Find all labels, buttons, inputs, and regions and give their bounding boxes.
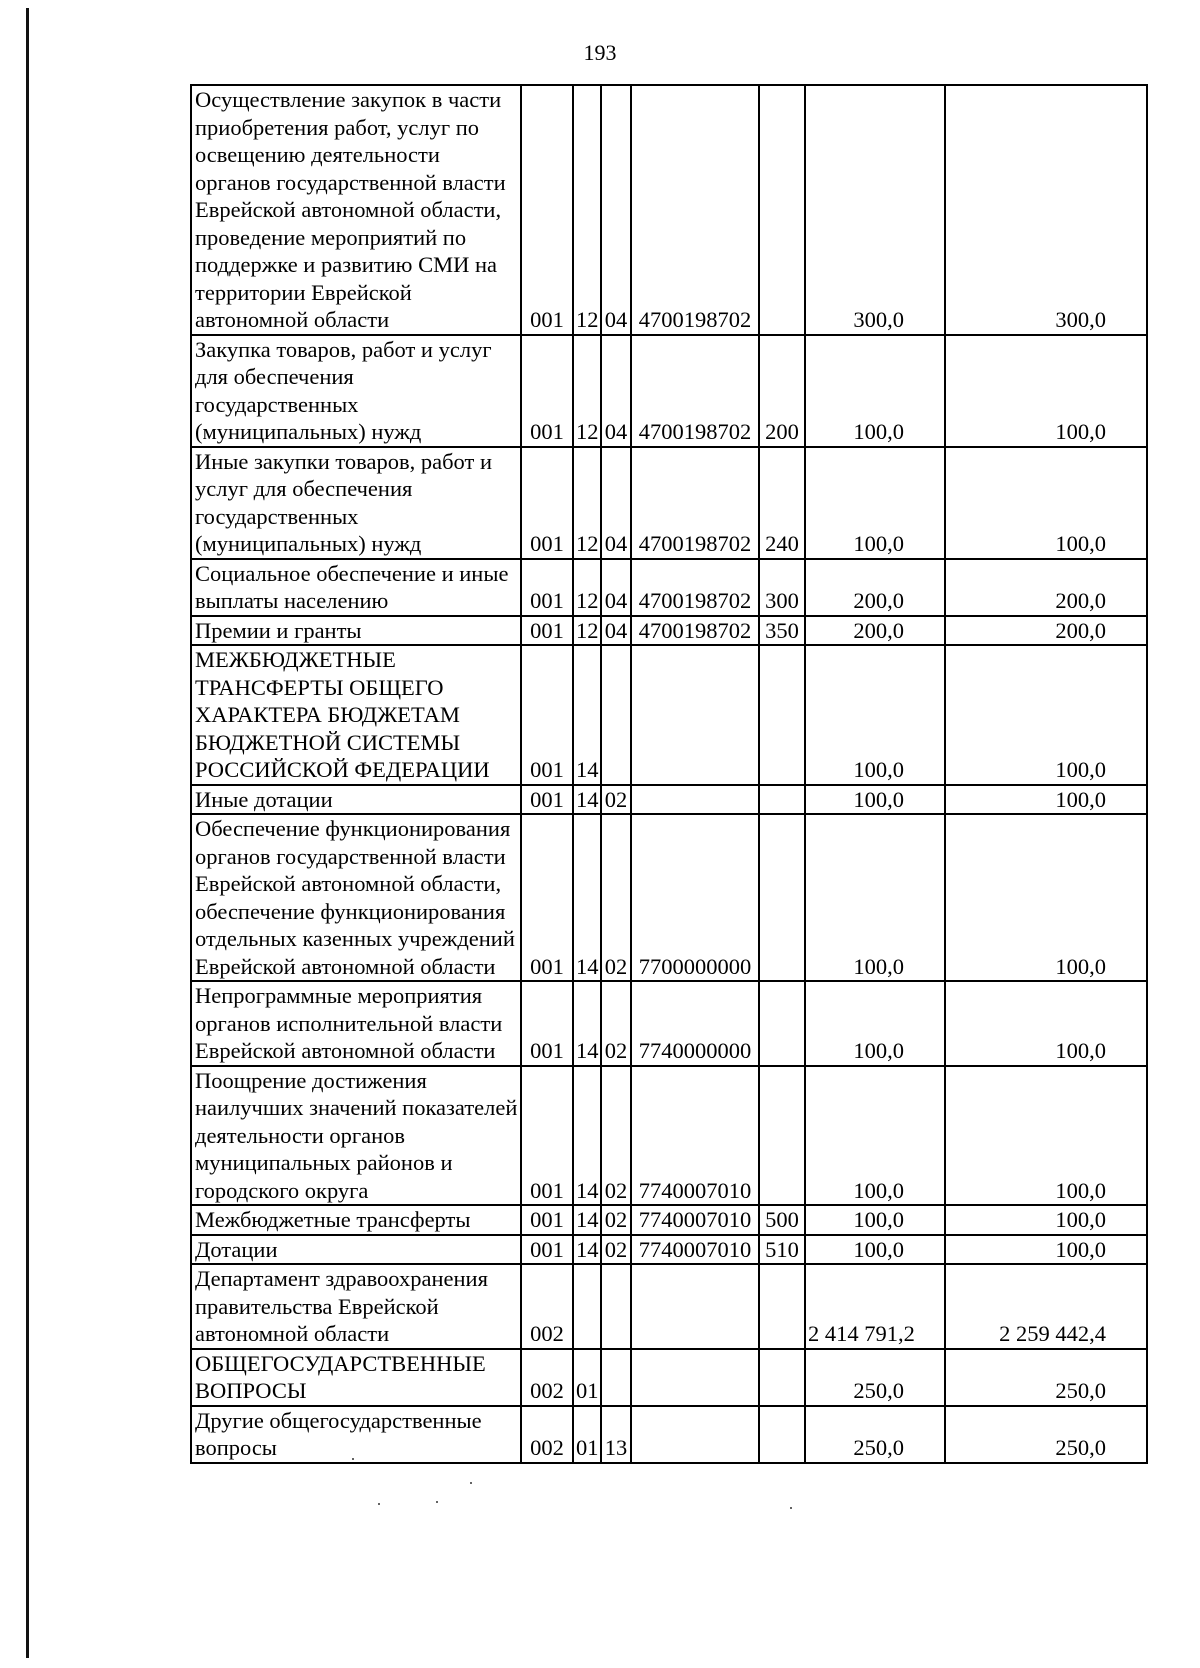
- row-name-cell: Осуществление закупок в части приобретения работ, услуг по освещению деятельности органов государственной власти Еврейской автономной области, проведение мероприятий по поддержке и развитию СМИ на территории Еврейской автономной области: [191, 85, 521, 335]
- target-code-cell: [631, 1349, 759, 1406]
- ministry-code-cell: 001: [521, 1066, 573, 1206]
- amount-2-cell: 100,0: [945, 447, 1147, 559]
- scan-speck: [470, 1482, 472, 1484]
- ministry-code-cell: 002: [521, 1349, 573, 1406]
- section-code-cell: [573, 1264, 601, 1349]
- amount-2-cell: 100,0: [945, 981, 1147, 1066]
- expense-type-cell: 300: [759, 559, 805, 616]
- table-row: [191, 447, 1147, 559]
- target-code-cell: 4700198702: [631, 335, 759, 447]
- expense-type-cell: [759, 814, 805, 981]
- ministry-code-cell: 002: [521, 1406, 573, 1463]
- left-margin-rule: [26, 8, 29, 1658]
- section-code-cell: 14: [573, 981, 601, 1066]
- row-name-cell: Поощрение достижения наилучших значений показателей деятельности органов муниципальных районов и городского округа: [191, 1066, 521, 1206]
- target-code-cell: 7740007010: [631, 1235, 759, 1265]
- ministry-code-cell: 002: [521, 1264, 573, 1349]
- table-row: [191, 1406, 1147, 1463]
- table-row: [191, 1264, 1147, 1349]
- subsection-code-cell: [601, 1264, 631, 1349]
- amount-2-cell: 100,0: [945, 1235, 1147, 1265]
- expense-type-cell: 200: [759, 335, 805, 447]
- table-row: [191, 85, 1147, 335]
- section-code-cell: 12: [573, 447, 601, 559]
- target-code-cell: 4700198702: [631, 616, 759, 646]
- row-name-cell: Социальное обеспечение и иные выплаты населению: [191, 559, 521, 616]
- amount-2-cell: 200,0: [945, 616, 1147, 646]
- scan-speck: [790, 1507, 792, 1509]
- table-row: [191, 616, 1147, 646]
- row-name-cell: ОБЩЕГОСУДАРСТВЕННЫЕ ВОПРОСЫ: [191, 1349, 521, 1406]
- row-name-cell: Дотации: [191, 1235, 521, 1265]
- amount-1-cell: 100,0: [805, 335, 945, 447]
- amount-1-cell: 300,0: [805, 85, 945, 335]
- ministry-code-cell: 001: [521, 85, 573, 335]
- row-name-cell: Иные закупки товаров, работ и услуг для обеспечения государственных (муниципальных) нужд: [191, 447, 521, 559]
- row-name-cell: Межбюджетные трансферты: [191, 1205, 521, 1235]
- expense-type-cell: [759, 1264, 805, 1349]
- section-code-cell: 12: [573, 335, 601, 447]
- row-name-cell: Другие общегосударственные вопросы: [191, 1406, 521, 1463]
- section-code-cell: 14: [573, 1205, 601, 1235]
- amount-1-cell: 100,0: [805, 645, 945, 785]
- amount-1-cell: 2 414 791,2: [805, 1264, 945, 1349]
- section-code-cell: 12: [573, 559, 601, 616]
- table-row: [191, 645, 1147, 785]
- row-name-cell: Обеспечение функционирования органов государственной власти Еврейской автономной области, обеспечение функционирования отдельных казенных учреждений Еврейской автономной области: [191, 814, 521, 981]
- ministry-code-cell: 001: [521, 981, 573, 1066]
- row-name-cell: Иные дотации: [191, 785, 521, 815]
- ministry-code-cell: 001: [521, 814, 573, 981]
- expense-type-cell: 500: [759, 1205, 805, 1235]
- target-code-cell: [631, 1264, 759, 1349]
- section-code-cell: 01: [573, 1349, 601, 1406]
- ministry-code-cell: 001: [521, 645, 573, 785]
- subsection-code-cell: 02: [601, 1066, 631, 1206]
- section-code-cell: 14: [573, 785, 601, 815]
- subsection-code-cell: 02: [601, 981, 631, 1066]
- table-row: [191, 1235, 1147, 1265]
- ministry-code-cell: 001: [521, 785, 573, 815]
- subsection-code-cell: 04: [601, 85, 631, 335]
- amount-1-cell: 100,0: [805, 981, 945, 1066]
- expense-type-cell: [759, 1406, 805, 1463]
- target-code-cell: [631, 785, 759, 815]
- target-code-cell: 4700198702: [631, 85, 759, 335]
- subsection-code-cell: 02: [601, 814, 631, 981]
- scan-speck: [352, 1458, 354, 1460]
- table-row: [191, 785, 1147, 815]
- amount-2-cell: 250,0: [945, 1349, 1147, 1406]
- target-code-cell: 4700198702: [631, 447, 759, 559]
- amount-1-cell: 200,0: [805, 559, 945, 616]
- target-code-cell: [631, 645, 759, 785]
- target-code-cell: 7700000000: [631, 814, 759, 981]
- amount-2-cell: 200,0: [945, 559, 1147, 616]
- ministry-code-cell: 001: [521, 1235, 573, 1265]
- expense-type-cell: 240: [759, 447, 805, 559]
- target-code-cell: [631, 1406, 759, 1463]
- section-code-cell: 12: [573, 616, 601, 646]
- amount-1-cell: 100,0: [805, 814, 945, 981]
- section-code-cell: 01: [573, 1406, 601, 1463]
- scan-speck: [436, 1501, 438, 1503]
- amount-1-cell: 100,0: [805, 1066, 945, 1206]
- page-number: 193: [583, 40, 617, 65]
- amount-2-cell: 100,0: [945, 645, 1147, 785]
- amount-1-cell: 100,0: [805, 1235, 945, 1265]
- expense-type-cell: [759, 1066, 805, 1206]
- table-row: [191, 981, 1147, 1066]
- amount-2-cell: 100,0: [945, 1066, 1147, 1206]
- row-name-cell: МЕЖБЮДЖЕТНЫЕ ТРАНСФЕРТЫ ОБЩЕГО ХАРАКТЕРА БЮДЖЕТАМ БЮДЖЕТНОЙ СИСТЕМЫ РОССИЙСКОЙ ФЕДЕРАЦИИ: [191, 645, 521, 785]
- row-name-cell: Закупка товаров, работ и услуг для обеспечения государственных (муниципальных) нужд: [191, 335, 521, 447]
- amount-1-cell: 250,0: [805, 1349, 945, 1406]
- table-row: [191, 1205, 1147, 1235]
- amount-1-cell: 100,0: [805, 1205, 945, 1235]
- ministry-code-cell: 001: [521, 1205, 573, 1235]
- expense-type-cell: 510: [759, 1235, 805, 1265]
- section-code-cell: 12: [573, 85, 601, 335]
- expense-type-cell: [759, 85, 805, 335]
- subsection-code-cell: 04: [601, 447, 631, 559]
- row-name-cell: Департамент здравоохранения правительства Еврейской автономной области: [191, 1264, 521, 1349]
- ministry-code-cell: 001: [521, 335, 573, 447]
- subsection-code-cell: 02: [601, 785, 631, 815]
- subsection-code-cell: [601, 1349, 631, 1406]
- section-code-cell: 14: [573, 1066, 601, 1206]
- subsection-code-cell: [601, 645, 631, 785]
- section-code-cell: 14: [573, 1235, 601, 1265]
- scan-speck: [378, 1503, 380, 1505]
- subsection-code-cell: 04: [601, 616, 631, 646]
- amount-2-cell: 250,0: [945, 1406, 1147, 1463]
- budget-table-body: [191, 85, 1147, 1463]
- amount-2-cell: 100,0: [945, 335, 1147, 447]
- table-row: [191, 1349, 1147, 1406]
- table-row: [191, 814, 1147, 981]
- target-code-cell: 4700198702: [631, 559, 759, 616]
- amount-1-cell: 100,0: [805, 447, 945, 559]
- target-code-cell: 7740000000: [631, 981, 759, 1066]
- ministry-code-cell: 001: [521, 559, 573, 616]
- subsection-code-cell: 04: [601, 559, 631, 616]
- expense-type-cell: [759, 981, 805, 1066]
- expense-type-cell: 350: [759, 616, 805, 646]
- subsection-code-cell: 13: [601, 1406, 631, 1463]
- table-row: [191, 559, 1147, 616]
- budget-table: [190, 84, 1148, 1464]
- expense-type-cell: [759, 785, 805, 815]
- row-name-cell: Премии и гранты: [191, 616, 521, 646]
- amount-2-cell: 100,0: [945, 785, 1147, 815]
- expense-type-cell: [759, 645, 805, 785]
- section-code-cell: 14: [573, 814, 601, 981]
- amount-1-cell: 200,0: [805, 616, 945, 646]
- amount-2-cell: 100,0: [945, 1205, 1147, 1235]
- amount-1-cell: 100,0: [805, 785, 945, 815]
- table-row: [191, 1066, 1147, 1206]
- ministry-code-cell: 001: [521, 616, 573, 646]
- subsection-code-cell: 02: [601, 1205, 631, 1235]
- amount-2-cell: 100,0: [945, 814, 1147, 981]
- amount-2-cell: 2 259 442,4: [945, 1264, 1147, 1349]
- target-code-cell: 7740007010: [631, 1205, 759, 1235]
- amount-2-cell: 300,0: [945, 85, 1147, 335]
- row-name-cell: Непрограммные мероприятия органов исполнительной власти Еврейской автономной области: [191, 981, 521, 1066]
- amount-1-cell: 250,0: [805, 1406, 945, 1463]
- ministry-code-cell: 001: [521, 447, 573, 559]
- table-row: [191, 335, 1147, 447]
- expense-type-cell: [759, 1349, 805, 1406]
- target-code-cell: 7740007010: [631, 1066, 759, 1206]
- section-code-cell: 14: [573, 645, 601, 785]
- subsection-code-cell: 04: [601, 335, 631, 447]
- subsection-code-cell: 02: [601, 1235, 631, 1265]
